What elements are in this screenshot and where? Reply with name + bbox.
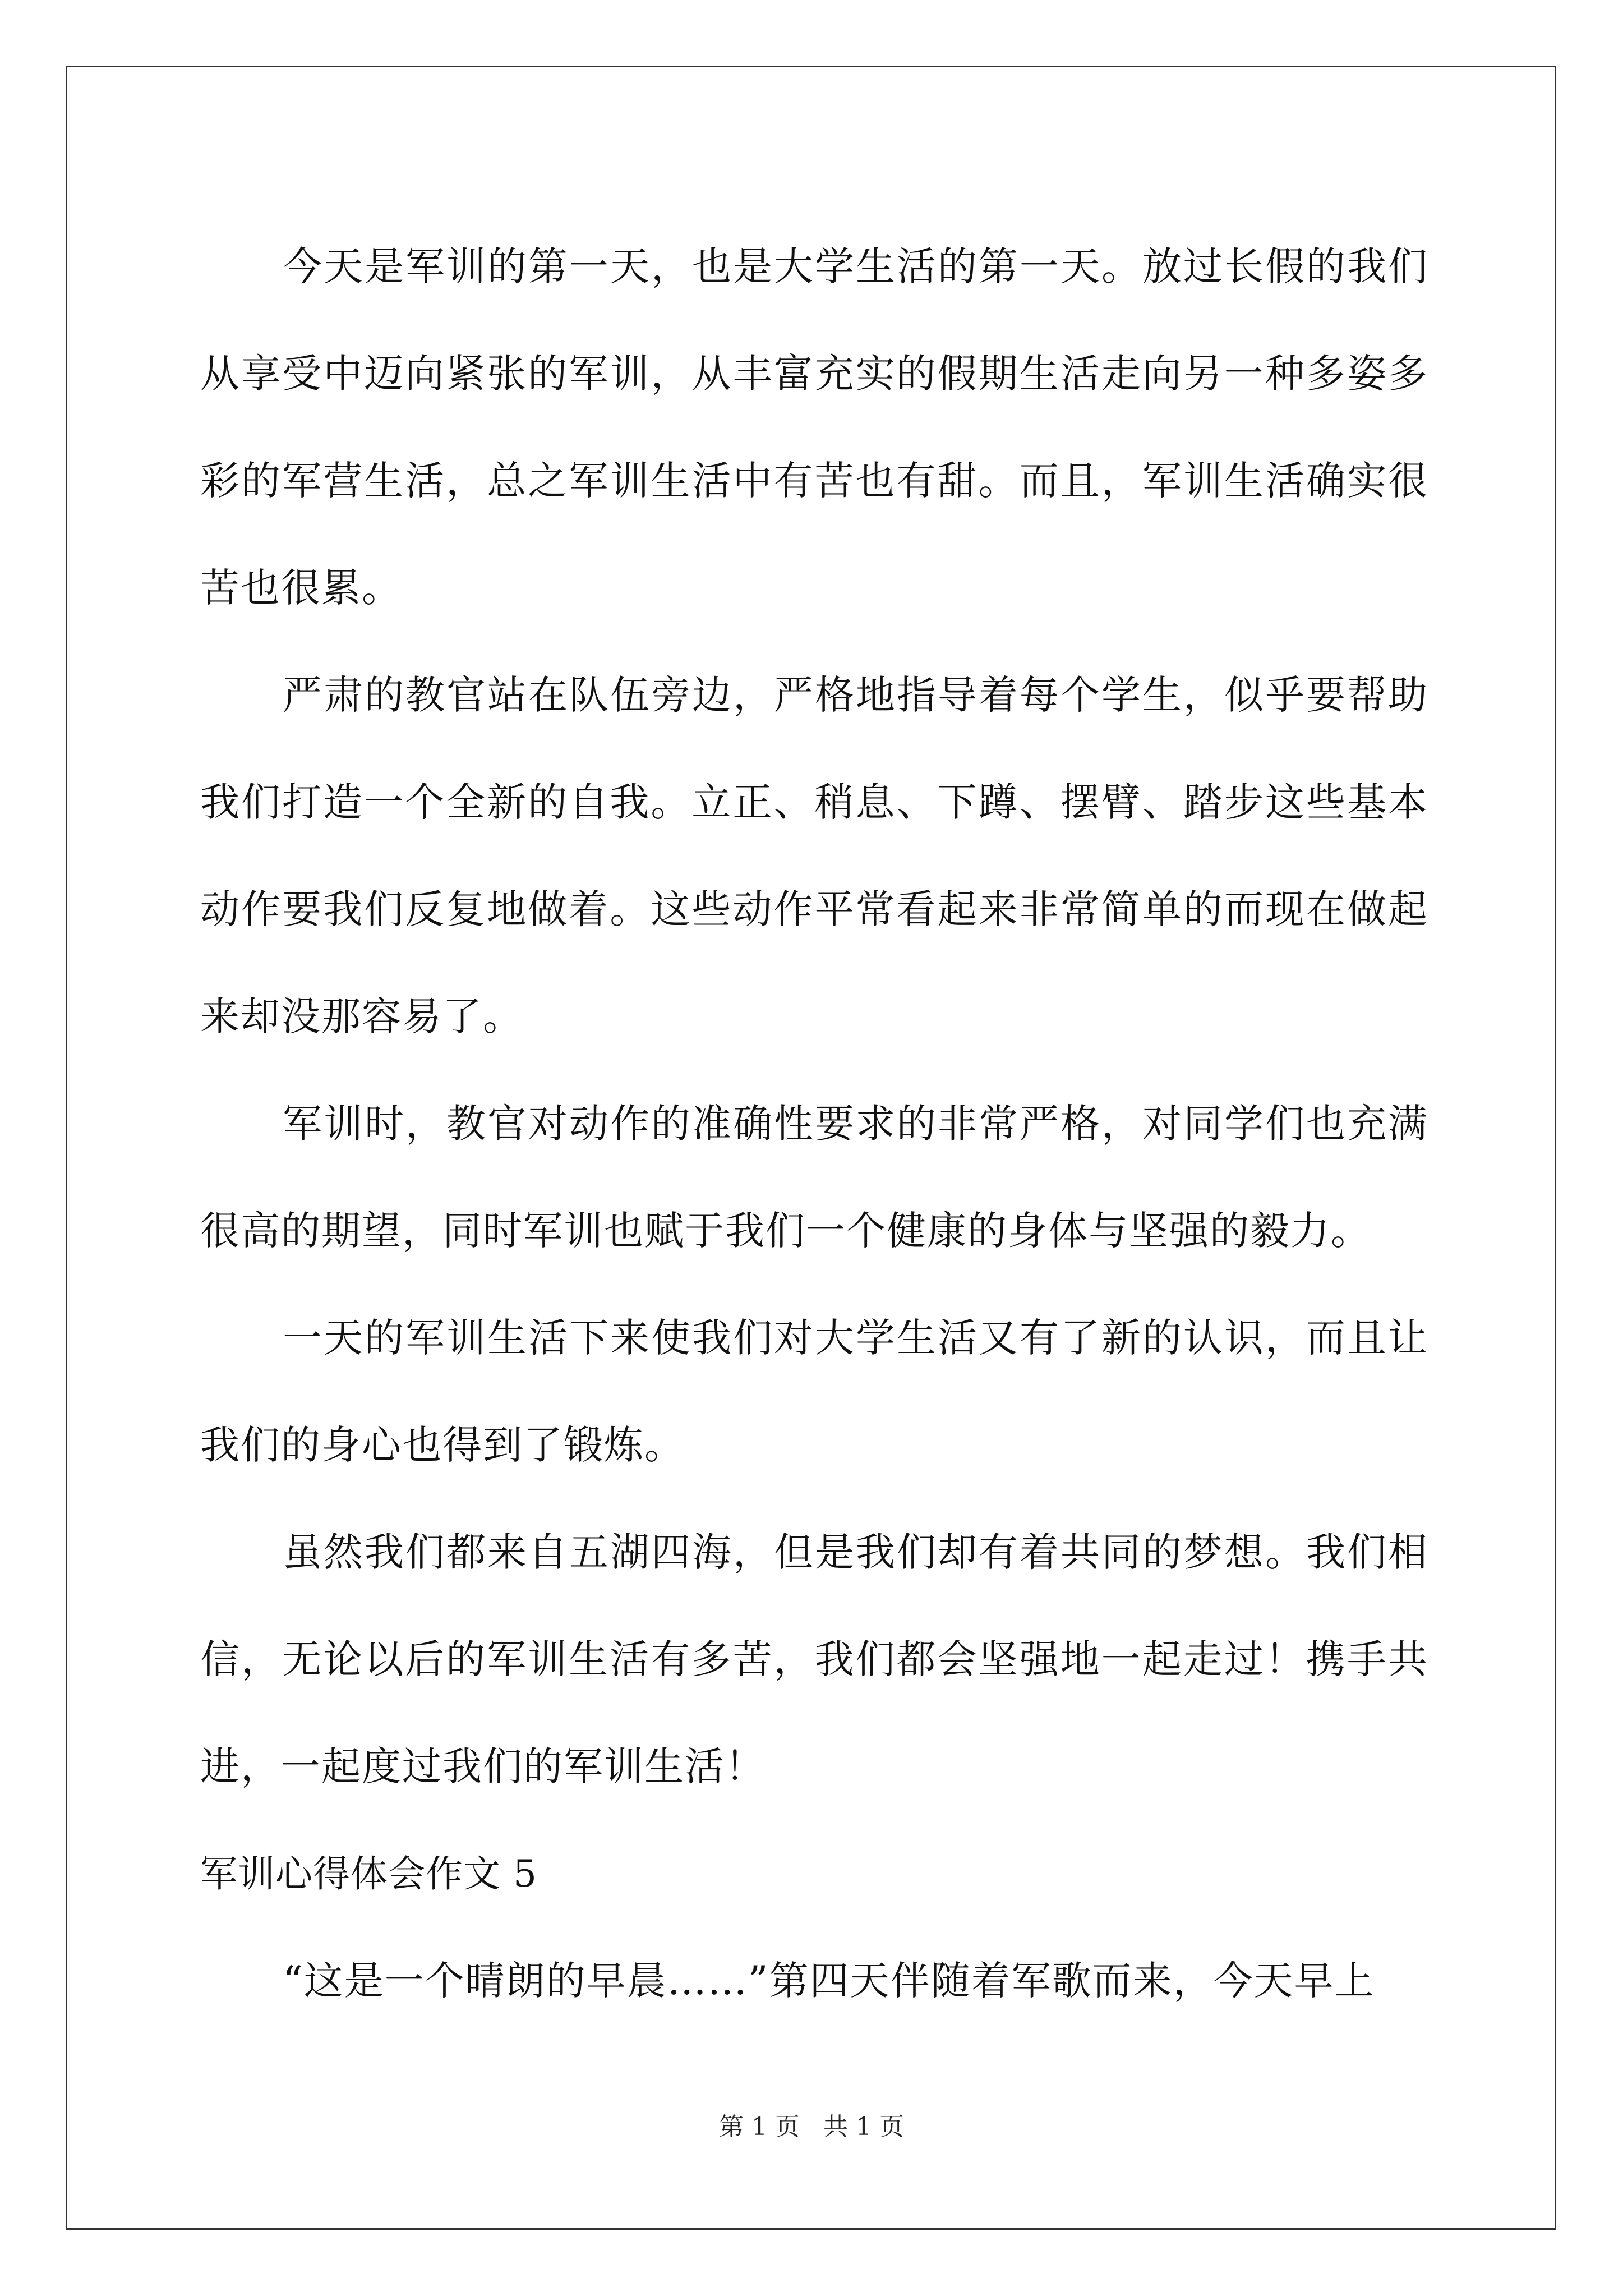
- document-body: [200, 213, 1428, 2035]
- paragraph-3: 军训时，教官对动作的准确性要求的非常严格，对同学们也充满很高的期望，同时军训也赋于我们一个健康的身体与坚强的毅力。: [200, 1101, 1428, 1254]
- page-footer: [0, 2110, 1623, 2144]
- paragraph-1: 今天是军训的第一天，也是大学生活的第一天。放过长假的我们从享受中迈向紧张的军训，从丰富充实的假期生活走向另一种多姿多彩的军营生活，总之军训生活中有苦也有甜。而且，军训生活确实很苦也很累。: [200, 243, 1428, 611]
- page-number-label: 第 1 页 共 1 页: [719, 2113, 904, 2141]
- paragraph-4: 一天的军训生活下来使我们对大学生活又有了新的认识，而且让我们的身心也得到了锻炼。: [200, 1315, 1428, 1468]
- paragraph-2: 严肃的教官站在队伍旁边，严格地指导着每个学生，似乎要帮助我们打造一个全新的自我。立正、稍息、下蹲、摆臂、踏步这些基本动作要我们反复地做着。这些动作平常看起来非常简单的而现在做起来却没那容易了。: [200, 672, 1428, 1039]
- section-heading: 军训心得体会作文 5: [200, 1852, 537, 1895]
- paragraph-6: “这是一个晴朗的早晨……”第四天伴随着军歌而来，今天早上: [283, 1958, 1375, 2004]
- paragraph-5: 虽然我们都来自五湖四海，但是我们却有着共同的梦想。我们相信，无论以后的军训生活有多苦，我们都会坚强地一起走过！携手共进，一起度过我们的军训生活！: [200, 1529, 1428, 1789]
